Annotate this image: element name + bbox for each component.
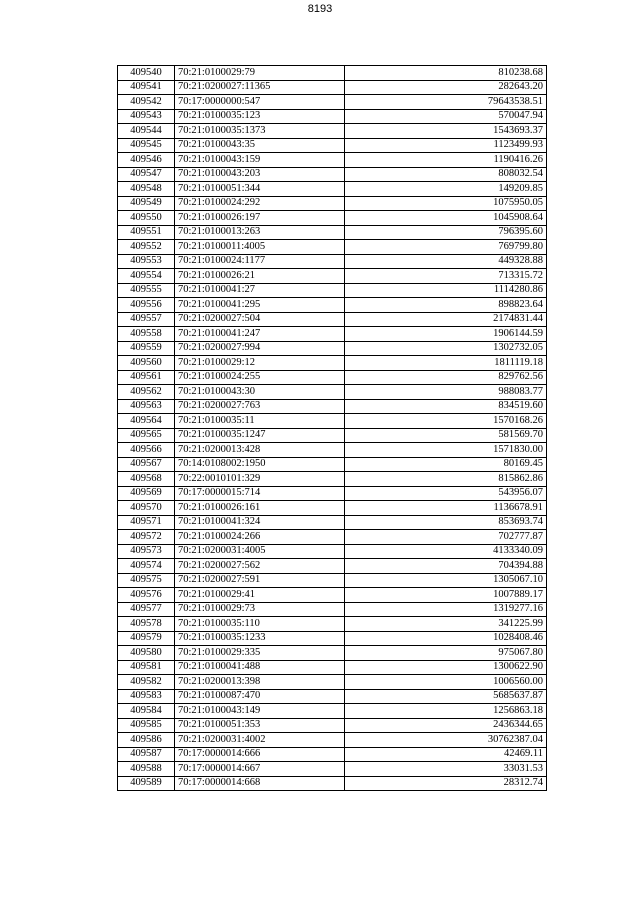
cadastral-number-cell: 70:17:0000014:666 [175, 747, 345, 762]
row-number-cell: 409558 [118, 327, 175, 342]
row-number-cell: 409588 [118, 762, 175, 777]
cadastral-number-cell: 70:21:0100041:324 [175, 515, 345, 530]
value-cell: 2174831.44 [345, 312, 547, 327]
row-number-cell: 409585 [118, 718, 175, 733]
table-row [118, 124, 547, 139]
value-cell: 1300622.90 [345, 660, 547, 675]
table-row [118, 370, 547, 385]
cadastral-number-cell: 70:21:0100035:1373 [175, 124, 345, 139]
value-cell: 1811119.18 [345, 356, 547, 371]
table-row [118, 472, 547, 487]
value-cell: 834519.60 [345, 399, 547, 414]
cadastral-number-cell: 70:21:0200031:4005 [175, 544, 345, 559]
cadastral-number-cell: 70:21:0100035:1247 [175, 428, 345, 443]
table-row [118, 776, 547, 791]
cadastral-number-cell: 70:21:0100024:292 [175, 196, 345, 211]
page-number: 8193 [307, 3, 333, 15]
cadastral-number-cell: 70:21:0100041:247 [175, 327, 345, 342]
cadastral-number-cell: 70:21:0100029:335 [175, 646, 345, 661]
value-cell: 769799.80 [345, 240, 547, 255]
row-number-cell: 409560 [118, 356, 175, 371]
row-number-cell: 409581 [118, 660, 175, 675]
row-number-cell: 409574 [118, 559, 175, 574]
table-row [118, 689, 547, 704]
cadastral-number-cell: 70:21:0100043:35 [175, 138, 345, 153]
row-number-cell: 409563 [118, 399, 175, 414]
cadastral-number-cell: 70:21:0100051:353 [175, 718, 345, 733]
table-row [118, 66, 547, 81]
value-cell: 975067.80 [345, 646, 547, 661]
row-number-cell: 409579 [118, 631, 175, 646]
value-cell: 1302732.05 [345, 341, 547, 356]
row-number-cell: 409550 [118, 211, 175, 226]
row-number-cell: 409589 [118, 776, 175, 791]
value-cell: 713315.72 [345, 269, 547, 284]
cadastral-number-cell: 70:21:0100029:73 [175, 602, 345, 617]
value-cell: 853693.74 [345, 515, 547, 530]
table-row [118, 254, 547, 269]
cadastral-number-cell: 70:17:0000015:714 [175, 486, 345, 501]
cadastral-number-cell: 70:21:0100035:123 [175, 109, 345, 124]
row-number-cell: 409587 [118, 747, 175, 762]
row-number-cell: 409576 [118, 588, 175, 603]
value-cell: 1123499.93 [345, 138, 547, 153]
cadastral-number-cell: 70:21:0200027:763 [175, 399, 345, 414]
value-cell: 808032.54 [345, 167, 547, 182]
registry-table [117, 65, 547, 791]
table-row [118, 211, 547, 226]
value-cell: 1114280.86 [345, 283, 547, 298]
value-cell: 1256863.18 [345, 704, 547, 719]
row-number-cell: 409573 [118, 544, 175, 559]
value-cell: 810238.68 [345, 66, 547, 81]
value-cell: 570047.94 [345, 109, 547, 124]
value-cell: 1319277.16 [345, 602, 547, 617]
table-row [118, 80, 547, 95]
row-number-cell: 409582 [118, 675, 175, 690]
table-row [118, 660, 547, 675]
table-row [118, 515, 547, 530]
cadastral-number-cell: 70:21:0100024:255 [175, 370, 345, 385]
row-number-cell: 409571 [118, 515, 175, 530]
row-number-cell: 409557 [118, 312, 175, 327]
table-row [118, 269, 547, 284]
cadastral-number-cell: 70:21:0100029:79 [175, 66, 345, 81]
cadastral-number-cell: 70:21:0100011:4005 [175, 240, 345, 255]
value-cell: 1543693.37 [345, 124, 547, 139]
cadastral-number-cell: 70:21:0100029:41 [175, 588, 345, 603]
value-cell: 815862.86 [345, 472, 547, 487]
value-cell: 1571830.00 [345, 443, 547, 458]
row-number-cell: 409540 [118, 66, 175, 81]
value-cell: 79643538.51 [345, 95, 547, 110]
row-number-cell: 409554 [118, 269, 175, 284]
row-number-cell: 409561 [118, 370, 175, 385]
cadastral-number-cell: 70:21:0100013:263 [175, 225, 345, 240]
row-number-cell: 409586 [118, 733, 175, 748]
cadastral-number-cell: 70:21:0100035:110 [175, 617, 345, 632]
value-cell: 704394.88 [345, 559, 547, 574]
row-number-cell: 409580 [118, 646, 175, 661]
row-number-cell: 409577 [118, 602, 175, 617]
value-cell: 988083.77 [345, 385, 547, 400]
table-row [118, 646, 547, 661]
cadastral-number-cell: 70:22:0010101:329 [175, 472, 345, 487]
table-row [118, 109, 547, 124]
table-row [118, 167, 547, 182]
value-cell: 581569.70 [345, 428, 547, 443]
row-number-cell: 409544 [118, 124, 175, 139]
cadastral-number-cell: 70:21:0200031:4002 [175, 733, 345, 748]
table-row [118, 486, 547, 501]
value-cell: 80169.45 [345, 457, 547, 472]
table-row [118, 153, 547, 168]
row-number-cell: 409578 [118, 617, 175, 632]
cadastral-number-cell: 70:21:0100035:1233 [175, 631, 345, 646]
table-row [118, 559, 547, 574]
cadastral-number-cell: 70:17:0000000:547 [175, 95, 345, 110]
row-number-cell: 409542 [118, 95, 175, 110]
table-row [118, 341, 547, 356]
value-cell: 1007889.17 [345, 588, 547, 603]
table-row [118, 588, 547, 603]
table-row [118, 573, 547, 588]
row-number-cell: 409555 [118, 283, 175, 298]
table-row [118, 631, 547, 646]
row-number-cell: 409570 [118, 501, 175, 516]
table-row [118, 704, 547, 719]
table-row [118, 182, 547, 197]
row-number-cell: 409567 [118, 457, 175, 472]
table-row [118, 617, 547, 632]
value-cell: 30762387.04 [345, 733, 547, 748]
row-number-cell: 409552 [118, 240, 175, 255]
cadastral-number-cell: 70:21:0200027:11365 [175, 80, 345, 95]
cadastral-number-cell: 70:21:0200013:428 [175, 443, 345, 458]
cadastral-number-cell: 70:21:0100024:266 [175, 530, 345, 545]
value-cell: 1570168.26 [345, 414, 547, 429]
row-number-cell: 409562 [118, 385, 175, 400]
table-row [118, 501, 547, 516]
table-row [118, 718, 547, 733]
row-number-cell: 409583 [118, 689, 175, 704]
value-cell: 5685637.87 [345, 689, 547, 704]
table-row [118, 530, 547, 545]
table-row [118, 327, 547, 342]
value-cell: 341225.99 [345, 617, 547, 632]
value-cell: 1906144.59 [345, 327, 547, 342]
cadastral-number-cell: 70:21:0100041:295 [175, 298, 345, 313]
value-cell: 1190416.26 [345, 153, 547, 168]
cadastral-number-cell: 70:21:0100043:159 [175, 153, 345, 168]
value-cell: 4133340.09 [345, 544, 547, 559]
row-number-cell: 409546 [118, 153, 175, 168]
row-number-cell: 409556 [118, 298, 175, 313]
value-cell: 33031.53 [345, 762, 547, 777]
row-number-cell: 409575 [118, 573, 175, 588]
row-number-cell: 409541 [118, 80, 175, 95]
table-row [118, 312, 547, 327]
row-number-cell: 409549 [118, 196, 175, 211]
cadastral-number-cell: 70:21:0100043:30 [175, 385, 345, 400]
cadastral-number-cell: 70:21:0100026:197 [175, 211, 345, 226]
value-cell: 1075950.05 [345, 196, 547, 211]
value-cell: 796395.60 [345, 225, 547, 240]
row-number-cell: 409564 [118, 414, 175, 429]
table-row [118, 602, 547, 617]
row-number-cell: 409545 [118, 138, 175, 153]
value-cell: 543956.07 [345, 486, 547, 501]
value-cell: 2436344.65 [345, 718, 547, 733]
table-row [118, 385, 547, 400]
value-cell: 702777.87 [345, 530, 547, 545]
value-cell: 1136678.91 [345, 501, 547, 516]
row-number-cell: 409569 [118, 486, 175, 501]
row-number-cell: 409572 [118, 530, 175, 545]
cadastral-number-cell: 70:21:0200013:398 [175, 675, 345, 690]
table-row [118, 443, 547, 458]
table-row [118, 399, 547, 414]
row-number-cell: 409584 [118, 704, 175, 719]
table-row [118, 138, 547, 153]
cadastral-number-cell: 70:21:0100029:12 [175, 356, 345, 371]
cadastral-number-cell: 70:21:0100043:203 [175, 167, 345, 182]
row-number-cell: 409565 [118, 428, 175, 443]
table-row [118, 196, 547, 211]
table-row [118, 733, 547, 748]
value-cell: 42469.11 [345, 747, 547, 762]
row-number-cell: 409548 [118, 182, 175, 197]
cadastral-number-cell: 70:21:0200027:562 [175, 559, 345, 574]
cadastral-number-cell: 70:21:0100051:344 [175, 182, 345, 197]
value-cell: 149209.85 [345, 182, 547, 197]
value-cell: 28312.74 [345, 776, 547, 791]
cadastral-number-cell: 70:21:0100043:149 [175, 704, 345, 719]
value-cell: 282643.20 [345, 80, 547, 95]
table-row [118, 298, 547, 313]
value-cell: 1305067.10 [345, 573, 547, 588]
cadastral-number-cell: 70:17:0000014:667 [175, 762, 345, 777]
value-cell: 898823.64 [345, 298, 547, 313]
table-row [118, 762, 547, 777]
cadastral-number-cell: 70:21:0100026:161 [175, 501, 345, 516]
table-row [118, 414, 547, 429]
table-row [118, 356, 547, 371]
table-row [118, 428, 547, 443]
table-row [118, 747, 547, 762]
cadastral-number-cell: 70:21:0100035:11 [175, 414, 345, 429]
cadastral-number-cell: 70:21:0100026:21 [175, 269, 345, 284]
cadastral-number-cell: 70:21:0200027:994 [175, 341, 345, 356]
row-number-cell: 409547 [118, 167, 175, 182]
table-row [118, 95, 547, 110]
value-cell: 829762.56 [345, 370, 547, 385]
cadastral-number-cell: 70:17:0000014:668 [175, 776, 345, 791]
table-row [118, 675, 547, 690]
cadastral-number-cell: 70:14:0108002:1950 [175, 457, 345, 472]
row-number-cell: 409551 [118, 225, 175, 240]
row-number-cell: 409566 [118, 443, 175, 458]
value-cell: 1045908.64 [345, 211, 547, 226]
cadastral-number-cell: 70:21:0100041:488 [175, 660, 345, 675]
row-number-cell: 409568 [118, 472, 175, 487]
cadastral-number-cell: 70:21:0100087:470 [175, 689, 345, 704]
row-number-cell: 409559 [118, 341, 175, 356]
registry-table-body [118, 66, 547, 791]
table-row [118, 544, 547, 559]
row-number-cell: 409553 [118, 254, 175, 269]
table-row [118, 283, 547, 298]
cadastral-number-cell: 70:21:0100041:27 [175, 283, 345, 298]
table-row [118, 457, 547, 472]
cadastral-number-cell: 70:21:0200027:591 [175, 573, 345, 588]
value-cell: 449328.88 [345, 254, 547, 269]
value-cell: 1006560.00 [345, 675, 547, 690]
table-row [118, 225, 547, 240]
cadastral-number-cell: 70:21:0200027:504 [175, 312, 345, 327]
table-row [118, 240, 547, 255]
row-number-cell: 409543 [118, 109, 175, 124]
cadastral-number-cell: 70:21:0100024:1177 [175, 254, 345, 269]
value-cell: 1028408.46 [345, 631, 547, 646]
